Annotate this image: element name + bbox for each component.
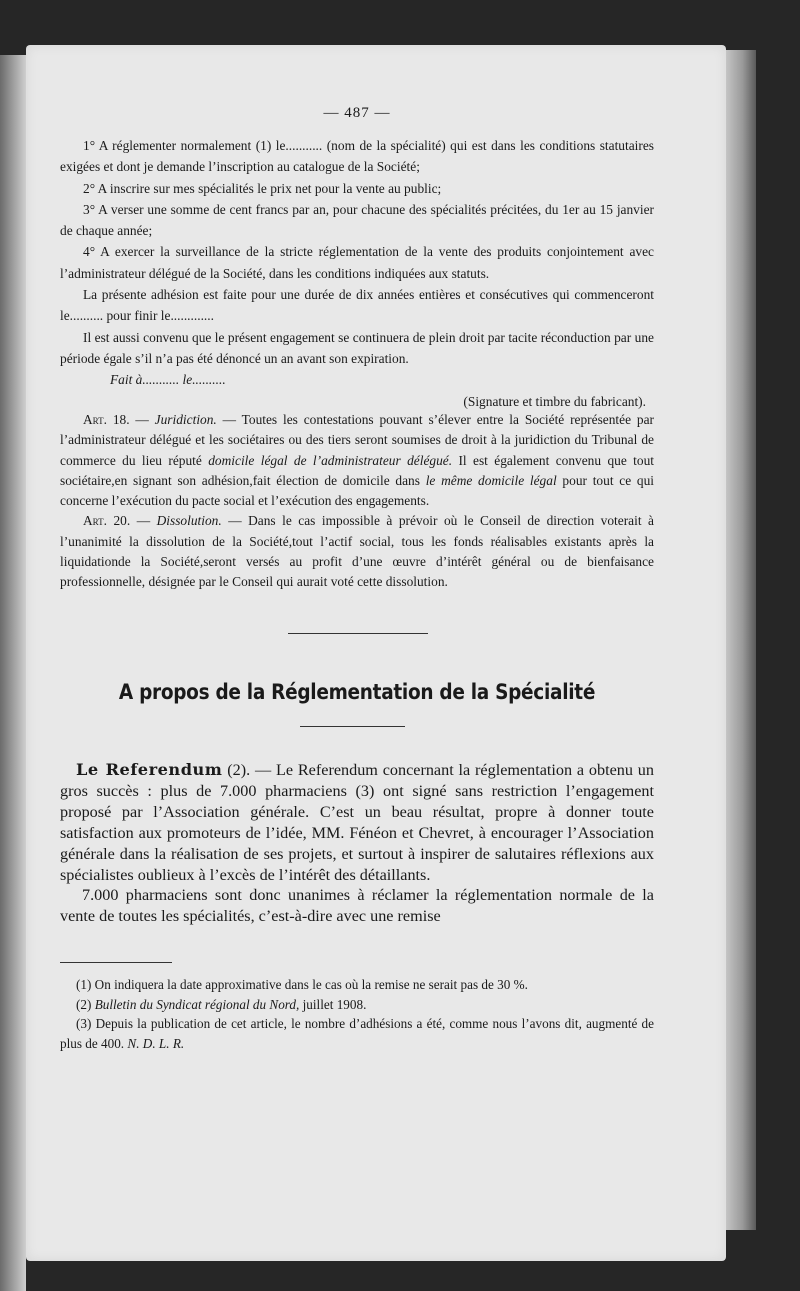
- article-body: [60, 760, 654, 927]
- paragraph-1-text: (2). — Le Referendum concernant la réglementation a obtenu un gros succès : plus de 7.000 pharmaciens (3) ont signé sans restriction l’engagement proposé par l’Association générale. C’est un beau résultat, propre à donner toute satisfaction aux promoteurs de l’idée, MM. Fénéon et Chevret, à encourager l’Association générale dans la réalisation de ses projets, et surtout à inspirer de salutaires réflexions aux spécialistes oublieux à l’excès de l’intérêt des détaillants.: [60, 761, 654, 884]
- right-page-stack: [722, 50, 756, 1230]
- page-number: — 487 —: [323, 105, 391, 121]
- footnote-3-signature: N. D. L. R.: [127, 1035, 185, 1051]
- footnote-3: [60, 1014, 654, 1053]
- articles-section: [60, 410, 654, 593]
- footnote-rule: [60, 962, 172, 963]
- footnote-2-source: Bulletin du Syndicat régional du Nord,: [94, 996, 300, 1012]
- article-20-text: — Dans le cas impossible à prévoir où le Conseil de direction voterait à l’unanimité la dissolution de la Société,tout l’actif social, tous les fonds réalisables existants après la liquidationde la Société,seront versés au profit d’une œuvre d’intérêt général ou de bienfaisance professionnelle, désignée par le Conseil qui aurait voté cette dissolution.: [60, 513, 654, 590]
- paragraph-2: 7.000 pharmaciens sont donc unanimes à réclamer la réglementation normale de la vente de toutes les spécialités, c’est-à-dire avec une remise: [60, 886, 654, 926]
- book-page: [26, 45, 726, 1261]
- title-underline: [300, 726, 405, 727]
- article-18-italic2: le même domicile légal: [425, 472, 557, 488]
- article-18-italic1: domicile légal de l’administrateur délégué.: [208, 452, 453, 468]
- article-18-title: Juridiction.: [154, 412, 217, 427]
- clause-1: 1° A réglementer normalement (1) le........... (nom de la spécialité) qui est dans les conditions statutaires exigées et dont je demande l’inscription au catalogue de la Société;: [60, 138, 654, 175]
- article-20-title: Dissolution.: [156, 513, 222, 529]
- engagement-clauses: [60, 135, 654, 412]
- lead-in: Le Referendum: [76, 760, 223, 779]
- footnotes: [60, 975, 654, 1053]
- clause-duration: La présente adhésion est faite pour une durée de dix années entières et consécutives qui commenceront le.......... pour finir le.............: [60, 287, 654, 324]
- article-18-text2: Il est également convenu que tout sociétaire,en signant son adhésion,fait élection de domicile dans: [60, 452, 654, 488]
- clause-2: 2° A inscrire sur mes spécialités le prix net pour la vente au public;: [83, 180, 442, 196]
- footnote-3-text: (3) Depuis la publication de cet article, le nombre d’adhésions a été, comme nous l’avons dit, augmenté de plus de 400.: [60, 1016, 654, 1051]
- footnote-1: (1) On indiquera la date approximative dans le cas où la remise ne serait pas de 30 %.: [76, 977, 528, 992]
- article-18-label: Art. 18.: [83, 412, 130, 427]
- footnote-2-num: (2): [76, 996, 92, 1012]
- section-title: A propos de la Réglementation de la Spécialité: [118, 680, 596, 705]
- clause-4: 4° A exercer la surveillance de la stricte réglementation de la vente des produits conjointement avec l’administrateur délégué de la Société, dans les conditions indiquées aux statuts.: [60, 244, 654, 281]
- article-20-label: Art. 20.: [83, 513, 131, 529]
- article-18: Art. 18. — Juridiction. — Toutes les contestations pouvant s’élever entre la Société représentée par l’administrateur délégué et les sociétaires ou des tiers seront soumises de droit à la juridiction du Tribunal de commerce du lieu réputé domicile légal de l’administrateur délégué. Il est également convenu que tout sociétaire,en signant son adhésion,fait élection de domicile dans le même domicile légal pour tout ce qui concerne l’exécution du pacte social et l’exécution des engagements.: [60, 412, 655, 509]
- place-date-line: Fait à........... le..........: [110, 372, 226, 388]
- signature-line: (Signature et timbre du fabricant).: [463, 393, 646, 409]
- paragraph-referendum: [60, 760, 654, 885]
- clause-3: 3° A verser une somme de cent francs par an, pour chacune des spécialités précitées, du 1er au 15 janvier de chaque année;: [60, 201, 654, 239]
- left-page-edge: [0, 55, 26, 1291]
- footnote-2: [60, 995, 654, 1015]
- clause-renewal: Il est aussi convenu que le présent engagement se continuera de plein droit par tacite réconduction par une période égale s’il n’a pas été dénoncé un an avant son expiration.: [60, 329, 654, 366]
- article-18-text1: — Toutes les contestations pouvant s’élever entre la Société représentée par l’administrateur délégué et les sociétaires ou des tiers seront soumises de droit à la juridiction du Tribunal de commerce du lieu réputé: [60, 412, 654, 468]
- footnote-2-date: juillet 1908.: [302, 996, 367, 1012]
- section-divider: [288, 633, 428, 634]
- article-20: Art. 20. — Dissolution. — Dans le cas impossible à prévoir où le Conseil de direction voterait à l’unanimité la dissolution de la Société,tout l’actif social, tous les fonds réalisables existants après la liquidationde la Société,seront versés au profit d’une œuvre d’intérêt général ou de bienfaisance professionnelle, désignée par le Conseil qui aurait voté cette dissolution.: [60, 513, 654, 590]
- article-18-text3: pour tout ce qui concerne l’exécution du pacte social et l’exécution des engagements.: [60, 472, 655, 509]
